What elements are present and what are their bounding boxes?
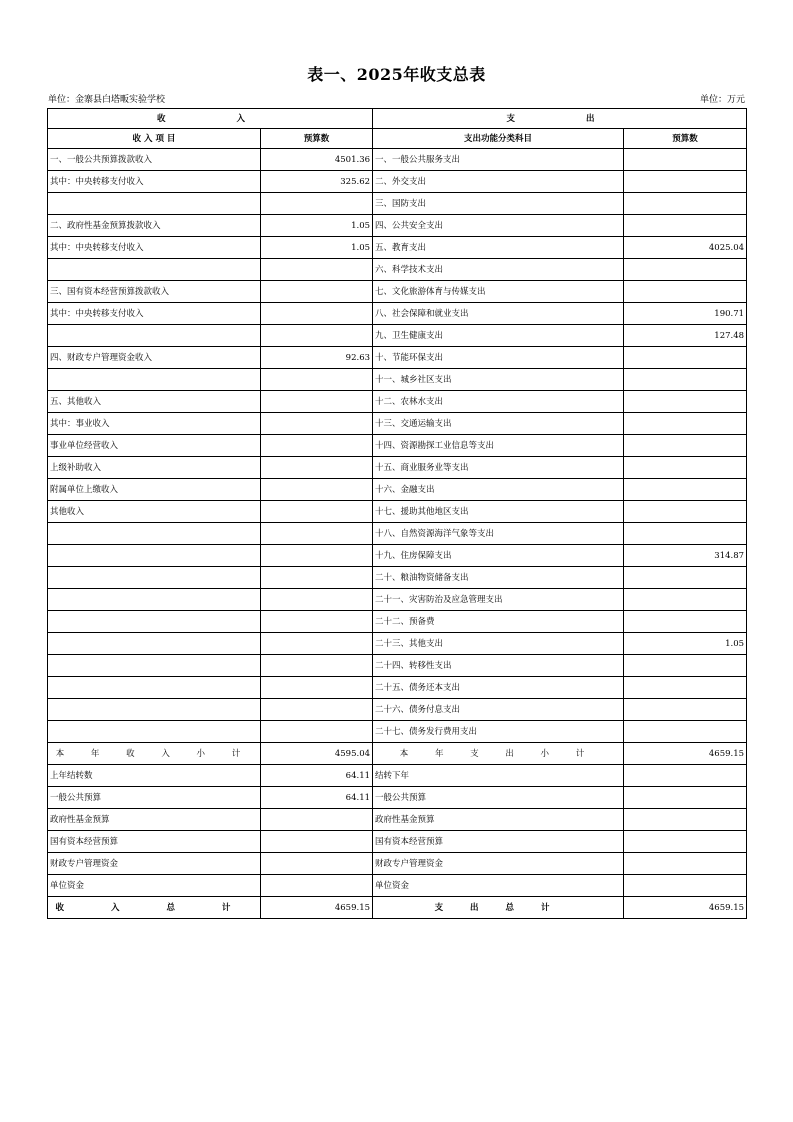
expense-label: 十九、住房保障支出 [373,545,624,567]
income-value [261,721,373,743]
expense-label: 二十三、其他支出 [373,633,624,655]
expense-value [624,567,747,589]
expense-value [624,259,747,281]
expense-value [624,347,747,369]
expense-value [624,369,747,391]
expense-value: 190.71 [624,303,747,325]
income-label: 事业单位经营收入 [48,435,261,457]
income-label [48,259,261,281]
income-subtotal-text: 本 年 收 入 小 计 [55,748,253,759]
income-label: 财政专户管理资金 [48,853,261,875]
income-section-header [48,109,373,129]
expense-value [624,171,747,193]
expense-label: 五、教育支出 [373,237,624,259]
income-label [48,611,261,633]
expense-section-header [373,109,747,129]
income-value [261,303,373,325]
table-row [48,479,747,501]
income-subtotal-label [48,743,261,765]
expense-label: 单位资金 [373,875,624,897]
carry-row [48,809,747,831]
table-row [48,633,747,655]
income-value [261,677,373,699]
carry-row [48,831,747,853]
table-row [48,237,747,259]
income-label [48,699,261,721]
income-label: 国有资本经营预算 [48,831,261,853]
income-label: 一、一般公共预算拨款收入 [48,149,261,171]
expense-label: 一、一般公共服务支出 [373,149,624,171]
income-value [261,435,373,457]
income-value: 325.62 [261,171,373,193]
expense-label: 二、外交支出 [373,171,624,193]
income-total-value: 4659.15 [261,897,373,919]
carry-row [48,875,747,897]
table-row [48,325,747,347]
table-row [48,655,747,677]
expense-item-header: 支出功能分类科目 [373,129,624,149]
expense-label: 八、社会保障和就业支出 [373,303,624,325]
expense-value [624,809,747,831]
expense-value: 127.48 [624,325,747,347]
expense-label: 十一、城乡社区支出 [373,369,624,391]
income-section-label: 收 入 [157,113,264,124]
income-subtotal-value: 4595.04 [261,743,373,765]
income-value [261,523,373,545]
income-value [261,281,373,303]
income-value [261,501,373,523]
income-label [48,193,261,215]
expense-label: 二十七、债务发行费用支出 [373,721,624,743]
income-value [261,875,373,897]
income-label: 三、国有资本经营预算拨款收入 [48,281,261,303]
expense-label: 结转下年 [373,765,624,787]
table-row [48,567,747,589]
income-label: 一般公共预算 [48,787,261,809]
expense-label: 六、科学技术支出 [373,259,624,281]
income-label: 其他收入 [48,501,261,523]
expense-label: 二十二、预备费 [373,611,624,633]
expense-label: 二十一、灾害防治及应急管理支出 [373,589,624,611]
table-row [48,721,747,743]
income-value [261,633,373,655]
expense-value: 1.05 [624,633,747,655]
table-row [48,523,747,545]
expense-total-value: 4659.15 [624,897,747,919]
income-value: 1.05 [261,237,373,259]
income-value [261,325,373,347]
expense-label: 十二、农林水支出 [373,391,624,413]
column-header-row [48,129,747,149]
expense-value [624,655,747,677]
budget-summary-table [47,108,747,919]
table-row [48,215,747,237]
carry-row [48,853,747,875]
income-value [261,369,373,391]
table-row [48,193,747,215]
expense-label: 政府性基金预算 [373,809,624,831]
expense-label: 十五、商业服务业等支出 [373,457,624,479]
income-value [261,589,373,611]
unit-name: 单位：金寨县白塔畈实验学校 [48,95,166,105]
expense-subtotal-label [373,743,624,765]
income-label: 其中：事业收入 [48,413,261,435]
expense-value [624,435,747,457]
income-label: 上年结转数 [48,765,261,787]
carry-row [48,765,747,787]
income-value [261,545,373,567]
table-row [48,259,747,281]
income-label: 五、其他收入 [48,391,261,413]
expense-label: 一般公共预算 [373,787,624,809]
income-label [48,545,261,567]
expense-value [624,611,747,633]
table-row [48,699,747,721]
income-value [261,655,373,677]
table-row [48,677,747,699]
expense-value [624,479,747,501]
page-title: 表一、2025年收支总表 [307,65,486,84]
expense-value: 314.87 [624,545,747,567]
expense-label: 十四、资源勘探工业信息等支出 [373,435,624,457]
income-item-header: 收 入 项 目 [48,129,261,149]
expense-label: 十七、援助其他地区支出 [373,501,624,523]
expense-value [624,853,747,875]
table-row [48,545,747,567]
income-value [261,853,373,875]
expense-label: 财政专户管理资金 [373,853,624,875]
income-value: 64.11 [261,787,373,809]
table-row [48,611,747,633]
table-row [48,303,747,325]
income-label: 政府性基金预算 [48,809,261,831]
income-label [48,721,261,743]
table-row [48,171,747,193]
expense-value [624,391,747,413]
table-row [48,501,747,523]
income-value: 64.11 [261,765,373,787]
expense-value [624,193,747,215]
expense-value [624,677,747,699]
income-label [48,655,261,677]
income-value [261,831,373,853]
income-label: 其中：中央转移支付收入 [48,303,261,325]
table-row [48,589,747,611]
income-total-text: 收 入 总 计 [55,902,253,913]
expense-value [624,149,747,171]
expense-value [624,875,747,897]
expense-subtotal-text: 本 年 支 出 小 计 [399,748,597,759]
expense-value [624,765,747,787]
income-value [261,479,373,501]
expense-total-text: 支 出 总 计 [434,902,562,913]
income-value [261,809,373,831]
expense-value [624,699,747,721]
total-row [48,897,747,919]
table-row [48,435,747,457]
table-row [48,457,747,479]
expense-label: 二十、粮油物资储备支出 [373,567,624,589]
expense-label: 四、公共安全支出 [373,215,624,237]
expense-label: 七、文化旅游体育与传媒支出 [373,281,624,303]
section-header-row [48,109,747,129]
expense-section-label: 支 出 [506,113,613,124]
income-label [48,567,261,589]
table-row [48,149,747,171]
table-row [48,281,747,303]
income-label: 单位资金 [48,875,261,897]
table-row [48,413,747,435]
income-label [48,369,261,391]
table-row [48,369,747,391]
expense-label: 十三、交通运输支出 [373,413,624,435]
expense-value: 4025.04 [624,237,747,259]
income-label: 其中：中央转移支付收入 [48,237,261,259]
income-value: 4501.36 [261,149,373,171]
income-value [261,699,373,721]
expense-value [624,589,747,611]
expense-value [624,501,747,523]
income-label [48,677,261,699]
income-label: 其中：中央转移支付收入 [48,171,261,193]
subtotal-row [48,743,747,765]
expense-value [624,523,747,545]
income-value [261,457,373,479]
income-label: 二、政府性基金预算拨款收入 [48,215,261,237]
income-value [261,193,373,215]
income-label [48,633,261,655]
income-label [48,325,261,347]
income-value: 1.05 [261,215,373,237]
expense-label: 二十四、转移性支出 [373,655,624,677]
table-row [48,391,747,413]
expense-subtotal-value: 4659.15 [624,743,747,765]
income-value: 92.63 [261,347,373,369]
expense-total-label [373,897,624,919]
expense-value [624,831,747,853]
expense-value [624,721,747,743]
expense-value [624,215,747,237]
expense-label: 十六、金融支出 [373,479,624,501]
income-label [48,589,261,611]
expense-budget-header: 预算数 [624,129,747,149]
income-label [48,523,261,545]
expense-label: 十、节能环保支出 [373,347,624,369]
expense-value [624,281,747,303]
income-value [261,413,373,435]
unit-currency: 单位：万元 [699,95,745,105]
expense-label: 九、卫生健康支出 [373,325,624,347]
income-value [261,259,373,281]
income-label: 附属单位上缴收入 [48,479,261,501]
table-row [48,347,747,369]
expense-label: 二十六、债务付息支出 [373,699,624,721]
expense-label: 三、国防支出 [373,193,624,215]
income-label: 上级补助收入 [48,457,261,479]
income-budget-header: 预算数 [261,129,373,149]
expense-value [624,787,747,809]
income-total-label [48,897,261,919]
expense-value [624,457,747,479]
carry-row [48,787,747,809]
expense-label: 十八、自然资源海洋气象等支出 [373,523,624,545]
expense-label: 二十五、债务还本支出 [373,677,624,699]
expense-value [624,413,747,435]
income-label: 四、财政专户管理资金收入 [48,347,261,369]
expense-label: 国有资本经营预算 [373,831,624,853]
income-value [261,567,373,589]
income-value [261,391,373,413]
income-value [261,611,373,633]
